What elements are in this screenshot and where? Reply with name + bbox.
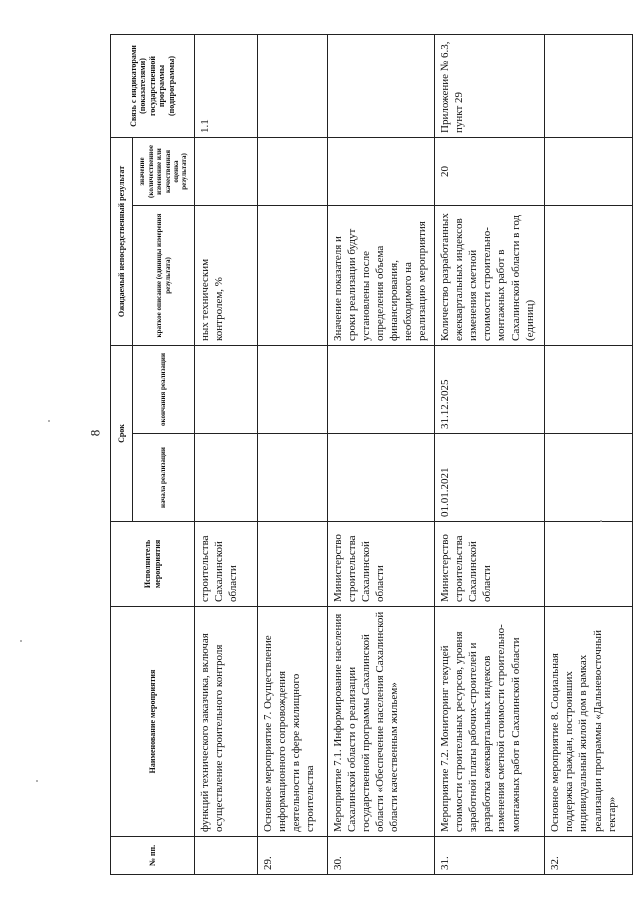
- table-row: [258, 35, 327, 875]
- row-link: 1.1: [195, 35, 258, 138]
- row-num: 32.: [545, 837, 633, 875]
- header-link: Связь с индикаторами (показателями) государственной программы (подпрограммы): [111, 35, 195, 138]
- row-desc: Количество разработанных ежеквартальных индексов изменения сметной стоимости строительно-монтажных работ в Сахалинской области в год (единиц): [435, 206, 545, 346]
- header-term-end: окончания реализации: [133, 346, 195, 434]
- header-term: Срок: [111, 346, 133, 522]
- table-row: [327, 35, 435, 875]
- row-value: [195, 138, 258, 206]
- row-name: функций технического заказчика, включая осуществление строительного контроля: [195, 607, 258, 837]
- row-desc: [545, 206, 633, 346]
- row-start: [545, 434, 633, 522]
- row-end: 31.12.2025: [435, 346, 545, 434]
- row-start: [327, 434, 435, 522]
- row-end: [195, 346, 258, 434]
- row-start: [195, 434, 258, 522]
- row-name: Мероприятие 7.2. Мониторинг текущей стоимости строительных ресурсов, уровня заработной платы рабочих-строителей и разработка ежеквартальных индексов изменения сметной стоимости строительно-монтажных работ в Сахалинской области: [435, 607, 545, 837]
- row-link: [327, 35, 435, 138]
- row-link: [545, 35, 633, 138]
- header-executor: Исполнитель мероприятия: [111, 522, 195, 607]
- row-name: Мероприятие 7.1. Информирование населения Сахалинской области о реализации государственной программы Сахалинской области «Обеспечение населения Сахалинской области качественным жильем»: [327, 607, 435, 837]
- row-link: [258, 35, 327, 138]
- row-value: 20: [435, 138, 545, 206]
- row-num: 29.: [258, 837, 327, 875]
- table-row: [435, 35, 545, 875]
- rotated-table-container: [110, 35, 633, 875]
- header-result-desc: краткое описание (единицы измерения результата): [133, 206, 195, 346]
- row-executor: [545, 522, 633, 607]
- header-result: Ожидаемый непосредственный результат: [111, 138, 133, 346]
- row-end: [258, 346, 327, 434]
- row-end: [545, 346, 633, 434]
- header-name: Наименование мероприятия: [111, 607, 195, 837]
- row-value: [327, 138, 435, 206]
- row-num: 30.: [327, 837, 435, 875]
- scan-speck: [48, 420, 50, 422]
- row-num: [195, 837, 258, 875]
- row-executor: строительства Сахалинской области: [195, 522, 258, 607]
- row-executor: [258, 522, 327, 607]
- row-value: [258, 138, 327, 206]
- row-end: [327, 346, 435, 434]
- table-row: [195, 35, 258, 875]
- row-executor: Министерство строительства Сахалинской области: [435, 522, 545, 607]
- row-desc: ных техническим контролем, %: [195, 206, 258, 346]
- header-num: № пп.: [111, 837, 195, 875]
- header-term-start: начала реализации: [133, 434, 195, 522]
- row-executor: Министерство строительства Сахалинской области: [327, 522, 435, 607]
- row-name: Основное мероприятие 7. Осуществление информационного сопровождения деятельности в сфере жилищного строительства: [258, 607, 327, 837]
- measures-table: [110, 34, 633, 875]
- table-row: [545, 35, 633, 875]
- row-start: [258, 434, 327, 522]
- row-desc: [258, 206, 327, 346]
- scan-speck: [36, 780, 38, 782]
- row-num: 31.: [435, 837, 545, 875]
- scan-speck: [600, 520, 602, 522]
- scan-speck: [20, 640, 22, 642]
- header-result-value: значение (количественное изменение или качественная оценка результата): [133, 138, 195, 206]
- row-name: Основное мероприятие 8. Социальная поддержка граждан, построивших индивидуальный жилой дом в рамках реализации программы «Дальневосточный гектар»: [545, 607, 633, 837]
- row-value: [545, 138, 633, 206]
- row-desc: Значение показателя и сроки реализации будут установлены после определения объема финансирования, необходимого на реализацию мероприятия: [327, 206, 435, 346]
- row-link: Приложение № 6.3, пункт 29: [435, 35, 545, 138]
- row-start: 01.01.2021: [435, 434, 545, 522]
- page-number: 8: [87, 429, 103, 437]
